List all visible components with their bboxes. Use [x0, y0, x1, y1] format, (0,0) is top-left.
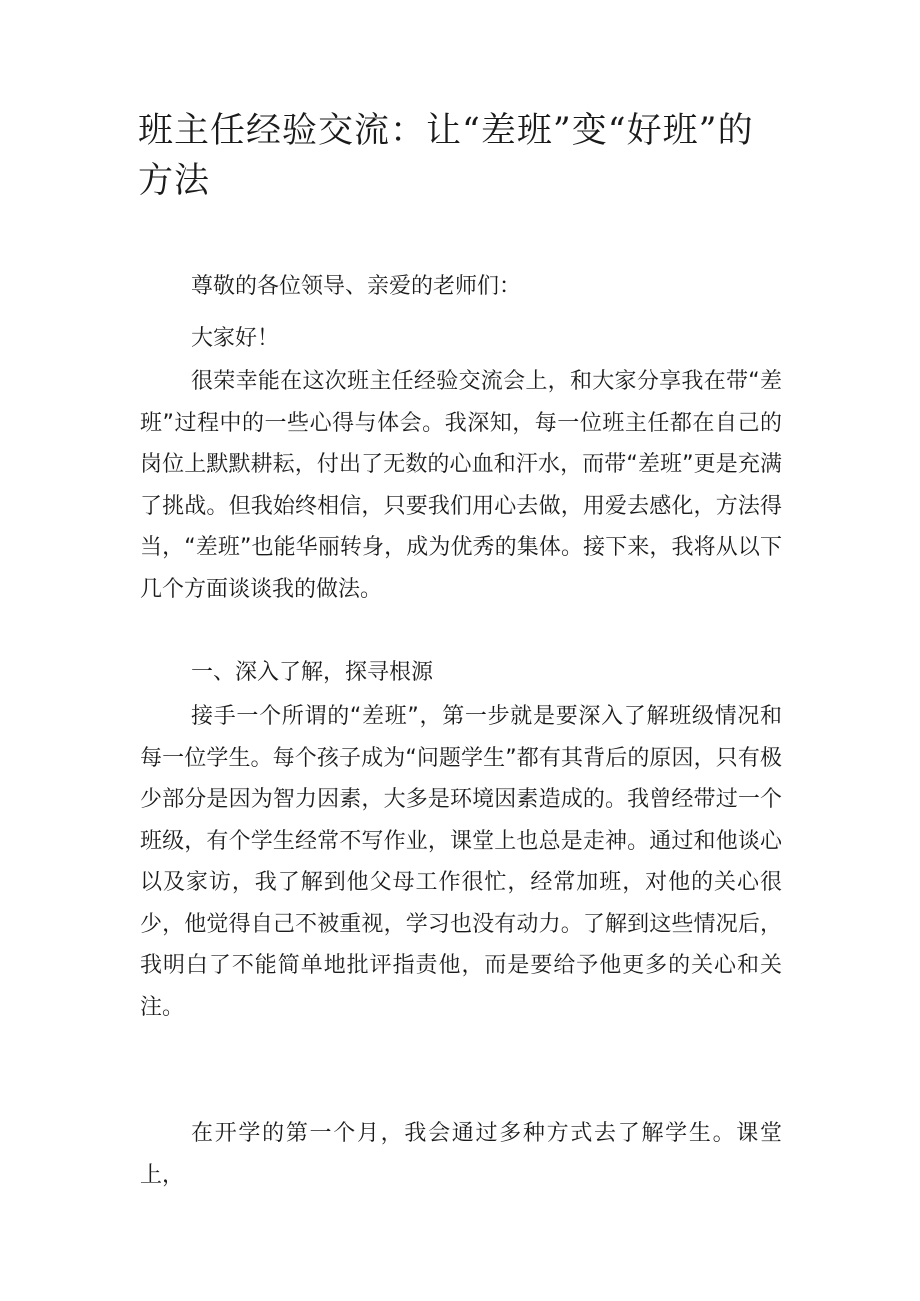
continuation-paragraph: 在开学的第一个月，我会通过多种方式去了解学生。课堂上， [140, 1121, 782, 1188]
document-title: 班主任经验交流：让“差班”变“好班”的方法 [138, 111, 754, 201]
greeting-paragraph: 尊敬的各位领导、亲爱的老师们： [191, 274, 522, 299]
intro-paragraph: 很荣幸能在这次班主任经验交流会上，和大家分享我在带“差班”过程中的一些心得与体会。我深知，每一位班主任都在自己的岗位上默默耕耘，付出了无数的心血和汗水，而带“差班”更是充满了挑战。但我始终相信，只要我们用心去做，用爱去感化，方法得当，“差班”也能华丽转身，成为优秀的集体。接下来，我将从以下几个方面谈谈我的做法。 [140, 369, 782, 602]
section-heading: 一、深入了解，探寻根源 [191, 660, 434, 685]
hello-paragraph: 大家好！ [191, 326, 280, 351]
section-body-paragraph: 接手一个所谓的“差班”，第一步就是要深入了解班级情况和每一位学生。每个孩子成为“问题学生”都有其背后的原因，只有极少部分是因为智力因素，大多是环境因素造成的。我曾经带过一个班级，有个学生经常不写作业，课堂上也总是走神。通过和他谈心以及家访，我了解到他父母工作很忙，经常加班，对他的关心很少，他觉得自己不被重视，学习也没有动力。了解到这些情况后，我明白了不能简单地批评指责他，而是要给予他更多的关心和关注。 [140, 704, 782, 1020]
